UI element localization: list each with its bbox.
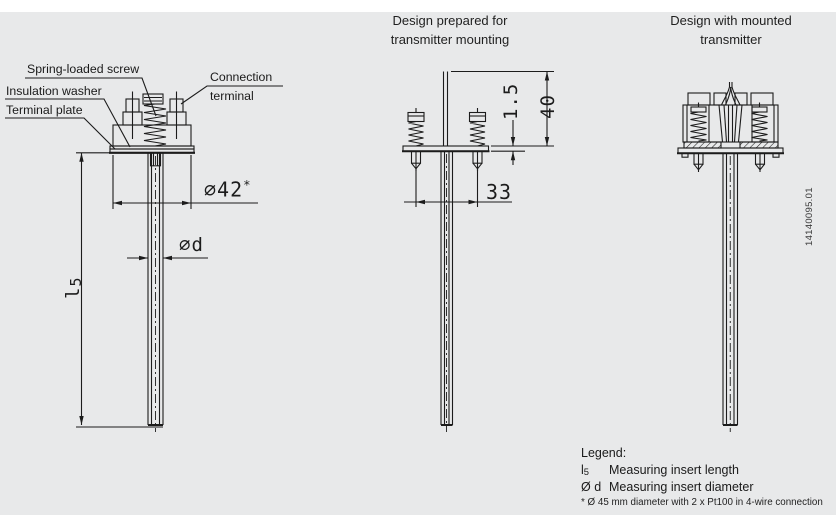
dim-diameter-d xyxy=(127,256,208,260)
right-view-title xyxy=(636,11,826,49)
callout-spring-loaded-screw: Spring-loaded screw xyxy=(27,62,140,76)
spring-screw-left xyxy=(408,108,424,171)
callout-terminal-plate: Terminal plate xyxy=(6,103,83,117)
terminal-plate-leader xyxy=(5,118,115,149)
measuring-insert-tube xyxy=(441,151,453,432)
legend-footnote: * Ø 45 mm diameter with 2 x Pt100 in 4-wire connection xyxy=(581,497,823,508)
spring-screw-right xyxy=(470,108,486,171)
legend xyxy=(581,446,823,508)
transmitter-tab xyxy=(751,93,773,105)
right-view-title-line1: Design with mounted xyxy=(670,13,792,28)
middle-view-title xyxy=(355,11,545,49)
dim-text-plate-thickness: 1.5 xyxy=(500,82,522,120)
dim-text-diameter-d: ∅d xyxy=(179,234,204,256)
document-number: 14140095.01 xyxy=(804,187,815,246)
stud-left xyxy=(694,153,703,172)
connection-terminal-screw-right xyxy=(167,92,186,140)
legend-description: Measuring insert diameter xyxy=(609,480,754,494)
dim-insert-length xyxy=(76,153,163,427)
left-view-drawing xyxy=(5,78,283,432)
middle-view-title-line2: transmitter mounting xyxy=(390,32,510,47)
legend-symbol: $l_5$ xyxy=(581,463,589,477)
stud-right xyxy=(756,153,765,172)
hatched-plate-right xyxy=(740,142,778,148)
right-view-drawing xyxy=(677,82,784,432)
callout-insulation-washer: Insulation washer xyxy=(6,84,102,98)
connection-terminal-screw-left xyxy=(123,92,142,140)
dim-text-diameter-42: ∅42* xyxy=(204,177,251,202)
internal-spring-left xyxy=(691,103,707,142)
legend-description: Measuring insert length xyxy=(609,463,739,477)
spring-loaded-screw xyxy=(143,94,166,146)
hatched-plate-left xyxy=(684,142,721,148)
middle-view-title-line1: Design prepared for xyxy=(392,13,508,28)
legend-heading: Legend: xyxy=(581,446,627,460)
callout-connection-terminal-line1: Connection xyxy=(210,70,273,84)
measuring-insert-tube xyxy=(148,153,163,432)
dim-plate-thickness-15 xyxy=(491,120,554,165)
middle-view-drawing xyxy=(402,72,554,433)
dim-text-wire-length: 40 xyxy=(537,94,559,119)
dim-text-screw-spacing: 33 xyxy=(486,180,513,204)
right-view-title-line2: transmitter xyxy=(700,32,762,47)
legend-row-insert-length xyxy=(581,463,823,477)
measuring-insert-tube xyxy=(723,153,738,432)
internal-spring-right xyxy=(752,103,768,142)
dim-text-insert-length: $l_5$ xyxy=(62,277,86,299)
legend-row-insert-diameter xyxy=(581,480,823,494)
legend-symbol: Ø d xyxy=(581,480,602,494)
callout-connection-terminal-line2: terminal xyxy=(210,89,254,103)
